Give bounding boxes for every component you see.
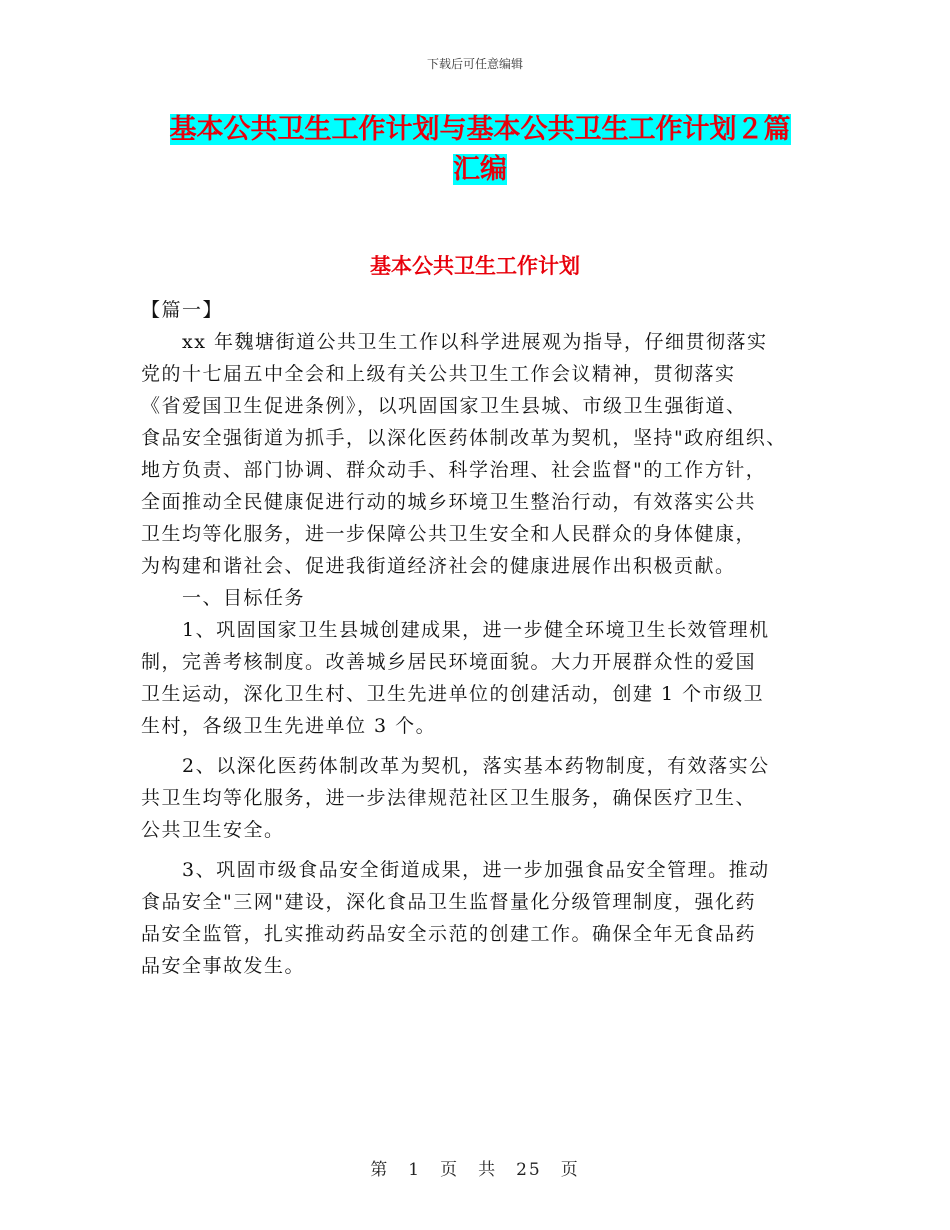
title-line-2: 汇编 bbox=[453, 154, 507, 185]
document-title bbox=[140, 110, 820, 190]
paragraph-item-3 bbox=[141, 854, 813, 982]
text-line: 党的十七届五中全会和上级有关公共卫生工作会议精神，贯彻落实 bbox=[141, 363, 736, 385]
page-header: 下载后可任意编辑 bbox=[426, 57, 523, 71]
text-line: 全面推动全民健康促进行动的城乡环境卫生整治行动，有效落实公共 bbox=[141, 491, 757, 513]
text-line: 制，完善考核制度。改善城乡居民环境面貌。大力开展群众性的爱国 bbox=[141, 651, 757, 673]
paragraph-item-1 bbox=[141, 614, 813, 742]
page-footer: 第 1 页 共 25 页 bbox=[370, 1160, 580, 1180]
text-line: xx 年魏塘街道公共卫生工作以科学进展观为指导，仔细贯彻落实 bbox=[141, 331, 768, 353]
text-line: 食品安全强街道为抓手，以深化医药体制改革为契机，坚持"政府组织、 bbox=[141, 427, 787, 449]
text-line: 卫生运动，深化卫生村、卫生先进单位的创建活动，创建 1 个市级卫 bbox=[141, 683, 765, 705]
text-line: 品安全监管，扎实推动药品安全示范的创建工作。确保全年无食品药 bbox=[141, 923, 757, 945]
document-body bbox=[141, 294, 813, 982]
text-line: 2、以深化医药体制改革为契机，落实基本药物制度，有效落实公 bbox=[141, 755, 770, 777]
text-line: 《省爱国卫生促进条例》，以巩固国家卫生县城、市级卫生强街道、 bbox=[141, 395, 747, 417]
paragraph-heading-goals bbox=[141, 582, 813, 614]
text-line: 卫生均等化服务，进一步保障公共卫生安全和人民群众的身体健康， bbox=[141, 523, 757, 545]
text-line: 共卫生均等化服务，进一步法律规范社区卫生服务，确保医疗卫生、 bbox=[141, 787, 757, 809]
section-label: 【篇一】 bbox=[141, 299, 224, 321]
text-line: 为构建和谐社会、促进我街道经济社会的健康进展作出积极贡献。 bbox=[141, 555, 736, 577]
title-line-1: 基本公共卫生工作计划与基本公共卫生工作计划２篇 bbox=[169, 114, 791, 145]
text-line: 3、巩固市级食品安全街道成果，进一步加强食品安全管理。推动 bbox=[141, 859, 770, 881]
text-line: 地方负责、部门协调、群众动手、科学治理、社会监督"的工作方针， bbox=[141, 459, 767, 481]
text-line: 品安全事故发生。 bbox=[141, 955, 306, 977]
text-line: 1、巩固国家卫生县城创建成果，进一步健全环境卫生长效管理机 bbox=[141, 619, 770, 641]
text-line: 公共卫生安全。 bbox=[141, 819, 285, 841]
paragraph-intro bbox=[141, 326, 813, 582]
paragraph-item-2 bbox=[141, 750, 813, 846]
section-title: 基本公共卫生工作计划 bbox=[370, 253, 580, 278]
text-line: 食品安全"三网"建设，深化食品卫生监督量化分级管理制度，强化药 bbox=[141, 891, 756, 913]
text-line: 一、目标任务 bbox=[141, 587, 306, 609]
text-line: 生村，各级卫生先进单位 3 个。 bbox=[141, 715, 437, 737]
